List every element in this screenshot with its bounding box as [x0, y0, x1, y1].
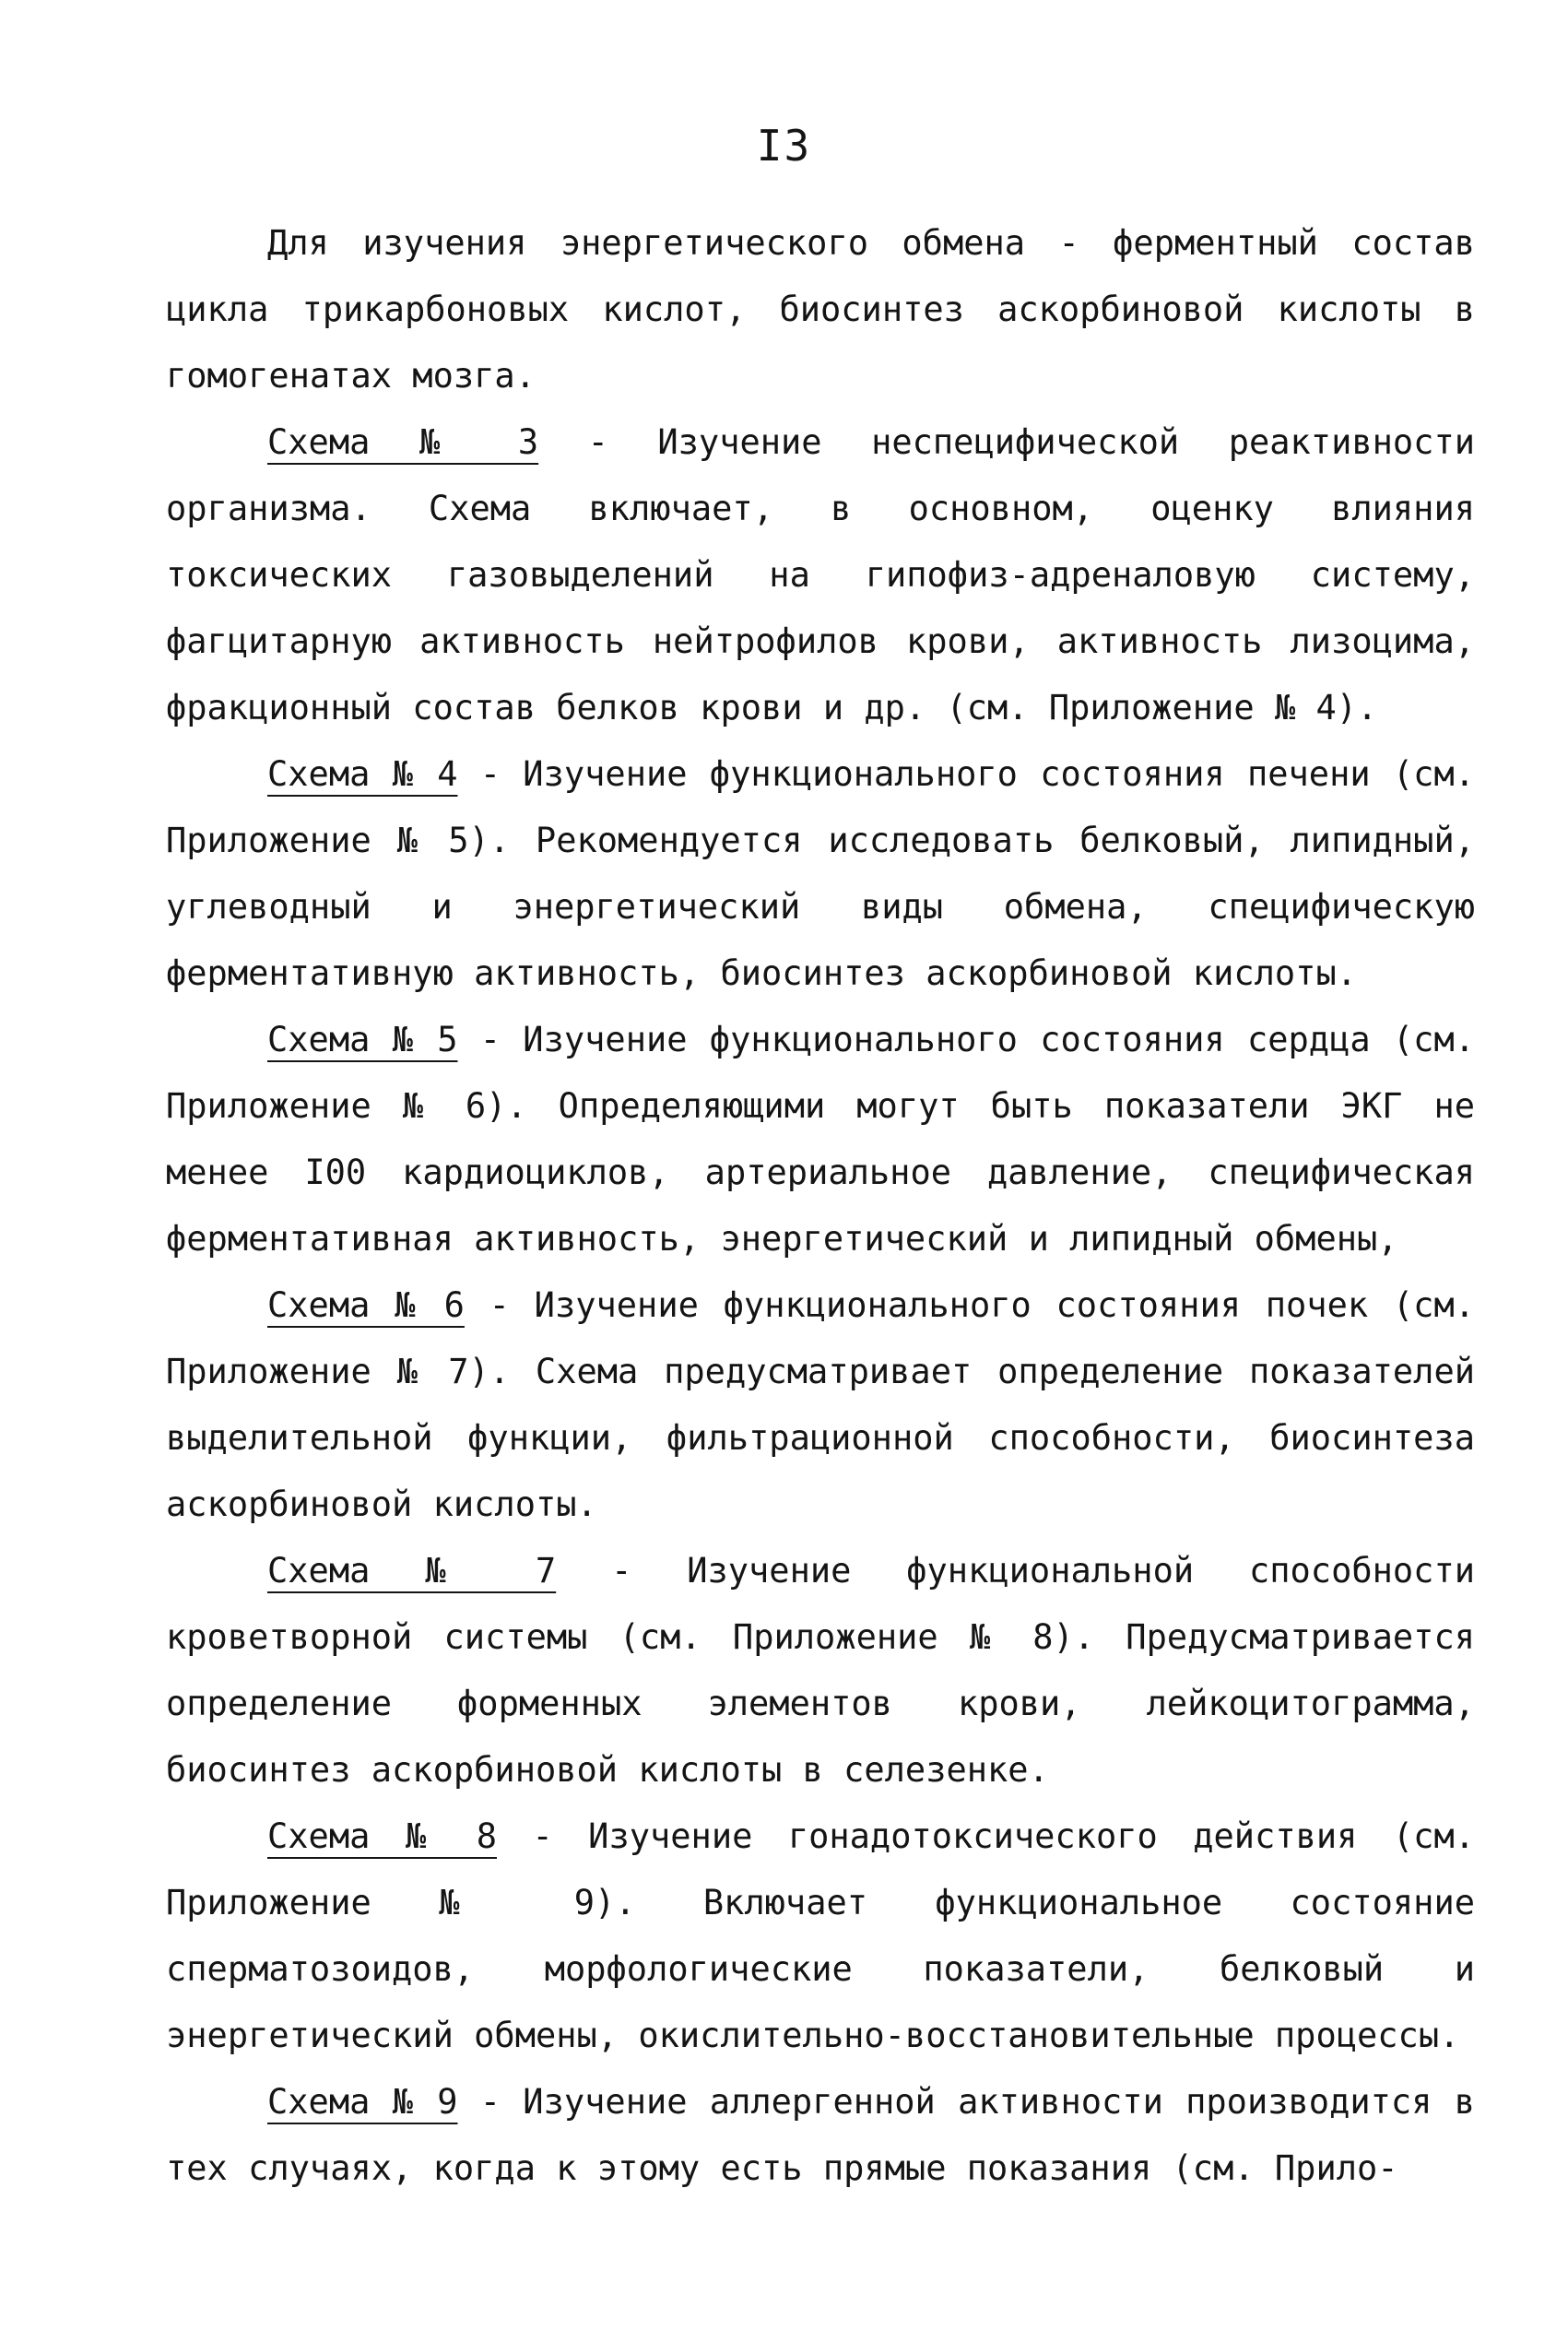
paragraph-text: - Изучение функциональной способности кроветворной системы (см. Приложение № 8). Предусматривается определение форменных элементов крови, лейкоцитограмма, биосинтез аскорбиновой кислоты в селезенке.: [166, 1551, 1476, 1790]
paragraph-text: - Изучение функционального состояния печени (см. Приложение № 5). Рекомендуется исследовать белковый, липидный, углеводный и энергетический виды обмена, специфическую ферментативную активность, биосинтез аскорбиновой кислоты.: [166, 754, 1475, 993]
paragraph-schema-8: [166, 1804, 1475, 2069]
schema-label: Схема № 9: [267, 2082, 458, 2122]
document-body: [166, 210, 1475, 2202]
paragraph-energy-metabolism: [166, 210, 1475, 409]
paragraph-schema-7: [166, 1538, 1475, 1804]
paragraph-schema-6: [166, 1272, 1475, 1538]
paragraph-text: - Изучение аллергенной активности производится в тех случаях, когда к этому есть прямые показания (см. Прило-: [166, 2082, 1475, 2188]
paragraph-schema-3: [166, 409, 1475, 741]
paragraph-text: - Изучение функционального состояния сердца (см. Приложение № 6). Определяющими могут быть показатели ЭКГ не менее I00 кардиоциклов, артериальное давление, специфическая ферментативная активность, энергетический и липидный обмены,: [166, 1020, 1475, 1259]
paragraph-schema-9: [166, 2069, 1475, 2202]
page-number: I3: [756, 121, 812, 171]
paragraph-schema-5: [166, 1007, 1475, 1272]
schema-label: Схема № 7: [267, 1551, 557, 1591]
schema-label: Схема № 3: [267, 422, 539, 462]
schema-label: Схема № 6: [267, 1285, 465, 1325]
paragraph-text: - Изучение гонадотоксического действия (см. Приложение № 9). Включает функциональное состояние сперматозоидов, морфологические показатели, белковый и энергетический обмены, окислительно-восстановительные процессы.: [166, 1816, 1475, 2055]
paragraph-text: - Изучение неспецифической реактивности организма. Схема включает, в основном, оценку влияния токсических газовыделений на гипофиз-адреналовую систему, фагцитарную активность нейтрофилов крови, активность лизоцима, фракционный состав белков крови и др. (см. Приложение № 4).: [166, 422, 1475, 727]
paragraph-text: Для изучения энергетического обмена - ферментный состав цикла трикарбоновых кислот, биосинтез аскорбиновой кислоты в гомогенатах мозга.: [166, 223, 1475, 396]
paragraph-text: - Изучение функционального состояния почек (см. Приложение № 7). Схема предусматривает определение показателей выделительной функции, фильтрационной способности, биосинтеза аскорбиновой кислоты.: [166, 1285, 1475, 1524]
schema-label: Схема № 4: [267, 754, 458, 794]
schema-label: Схема № 8: [267, 1816, 497, 1856]
schema-label: Схема № 5: [267, 1020, 458, 1059]
paragraph-schema-4: [166, 741, 1475, 1007]
